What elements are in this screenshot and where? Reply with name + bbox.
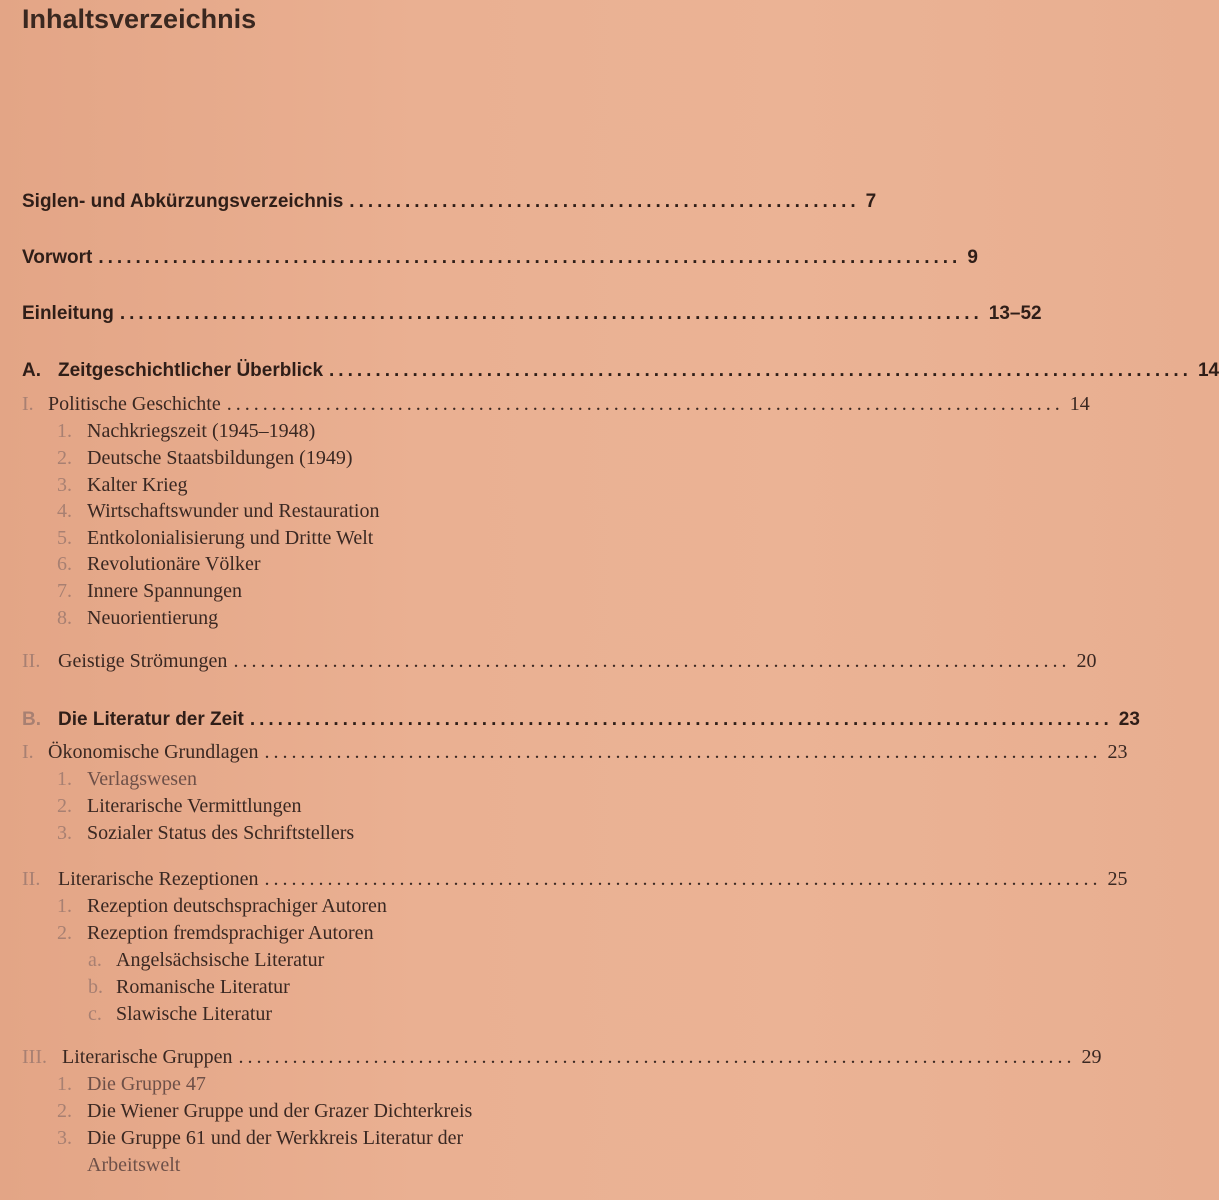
toc-entry-label: Arbeitswelt [87,1154,181,1176]
toc-entry-label: Literarische Rezeptionen [58,868,259,890]
toc-entry[interactable] [0,1127,664,1157]
toc-entry-page: 25 [1107,868,1128,890]
toc-entry-label: Deutsche Staatsbildungen (1949) [87,447,353,469]
toc-entry-number: 3. [57,1127,72,1149]
leader-dots: ............................................................................................. [264,868,1102,890]
toc-entry-label: Rezeption fremdsprachiger Autoren [87,922,374,944]
leader-dots: ............................................................................................. [233,650,1071,672]
toc-entry-number: 1. [57,895,72,917]
toc-entry-page: 9 [967,247,978,268]
toc-entry-label: Die Gruppe 61 und der Werkkreis Literatur der [87,1127,464,1149]
toc-entry[interactable] [0,976,664,1006]
toc-entry[interactable] [0,393,1090,423]
toc-entry[interactable] [0,741,1128,771]
toc-entry-number: 4. [57,500,72,522]
toc-entry-number: c. [88,1003,102,1025]
toc-entry[interactable] [0,303,1042,333]
toc-entry-label: Wirtschaftswunder und Restauration [87,500,380,522]
toc-entry[interactable] [0,580,664,610]
toc-entry[interactable] [0,447,664,477]
toc-entry[interactable] [0,922,664,952]
toc-entry-label: Politische Geschichte [48,393,221,415]
page-title: Inhaltsverzeichnis [22,4,257,34]
toc-entry[interactable] [0,420,664,450]
toc-entry-number: 5. [57,527,72,549]
toc-entry[interactable] [0,1100,664,1130]
toc-entry-label: Angelsächsische Literatur [116,949,325,971]
toc-entry[interactable] [0,650,1097,680]
toc-entry-label: Rezeption deutschsprachiger Autoren [87,895,387,917]
toc-entry-number: a. [88,949,102,971]
toc-entry[interactable] [0,1003,664,1033]
toc-entry-number: III. [22,1046,47,1068]
toc-entry-number: 1. [57,768,72,790]
toc-entry-number: 3. [57,474,72,496]
toc-entry-label: Zeitgeschichtlicher Überblick [58,360,324,381]
toc-entry-label: Nachkriegszeit (1945–1948) [87,420,316,442]
toc-entry-number: 2. [57,922,72,944]
toc-entry-number: II. [22,868,41,890]
toc-entry-number: 7. [57,580,72,602]
toc-entry-number: 1. [57,1073,72,1095]
leader-dots: ............................................................................................. [264,741,1102,763]
toc-entry[interactable] [0,868,1128,898]
leader-dots: ............................................................................................. [119,303,983,324]
toc-entry[interactable] [0,247,978,277]
toc-entry-label: Die Wiener Gruppe und der Grazer Dichterkreis [87,1100,473,1122]
toc-entry-label: Literarische Gruppen [62,1046,233,1068]
toc-entry[interactable] [0,949,664,979]
toc-entry-page: 29 [1081,1046,1102,1068]
toc-entry-label: Geistige Strömungen [58,650,228,672]
toc-entry[interactable] [0,1046,1102,1076]
toc-entry[interactable] [0,607,664,637]
toc-entry-page: 23 [1107,741,1128,763]
toc-entry-number: 2. [57,795,72,817]
toc-entry-label: Einleitung [22,303,114,324]
leader-dots: ............................................................................................. [329,360,1192,381]
leader-dots: ............................................................................................. [238,1046,1076,1068]
toc-entry-label: Siglen- und Abkürzungsverzeichnis [22,191,344,212]
toc-entry[interactable] [0,360,1219,390]
toc-entry[interactable] [0,500,664,530]
toc-entry-label: Entkolonialisierung und Dritte Welt [87,527,374,549]
toc-entry-number: II. [22,650,41,672]
toc-entry-label: Innere Spannungen [87,580,242,602]
toc-entry[interactable] [0,768,664,798]
toc-entry-number: B. [22,709,41,730]
leader-dots: ............................................................................................. [249,709,1113,730]
toc-entry-label: Vorwort [22,247,93,268]
toc-entry-page: 13–52 [988,303,1042,324]
toc-entry-label: Die Gruppe 47 [87,1073,206,1095]
toc-entry[interactable] [0,822,664,852]
leader-dots: ............................................................................................. [226,393,1064,415]
toc-entry-label: Kalter Krieg [87,474,188,496]
toc-entry-label: Ökonomische Grundlagen [48,741,259,763]
toc-entry-number: A. [22,360,41,381]
toc-entry[interactable] [0,191,877,221]
toc-entry-label: Literarische Vermittlungen [87,795,302,817]
toc-entry-number: 6. [57,553,72,575]
toc-entry-number: 3. [57,822,72,844]
toc-entry-page: 23 [1118,709,1140,730]
toc-entry-number: b. [88,976,103,998]
toc-entry[interactable] [0,1154,664,1184]
toc-entry-number: I. [22,741,34,763]
toc-entry[interactable] [0,553,664,583]
leader-dots: ............................................................................................. [98,247,962,268]
toc-entry-number: 1. [57,420,72,442]
toc-entry-label: Romanische Literatur [116,976,290,998]
toc-entry-number: 2. [57,1100,72,1122]
toc-entry-page: 7 [865,191,877,212]
toc-entry-page: 20 [1076,650,1097,672]
toc-entry[interactable] [0,709,1140,739]
toc-entry-label: Neuorientierung [87,607,219,629]
toc-entry-page: 14 [1069,393,1090,415]
toc-entry-label: Slawische Literatur [116,1003,273,1025]
toc-entry-page: 14 [1197,360,1219,381]
toc-entry[interactable] [0,1073,664,1103]
toc-entry-number: I. [22,393,34,415]
toc-entry[interactable] [0,895,664,925]
toc-entry-number: 8. [57,607,72,629]
toc-entry-label: Revolutionäre Völker [87,553,261,575]
toc-entry-label: Verlagswesen [87,768,197,790]
toc-entry[interactable] [0,795,664,825]
toc-entry-label: Die Literatur der Zeit [58,709,244,730]
toc-entry-number: 2. [57,447,72,469]
toc-entry-label: Sozialer Status des Schriftstellers [87,822,355,844]
leader-dots: ....................................................... [349,191,860,212]
